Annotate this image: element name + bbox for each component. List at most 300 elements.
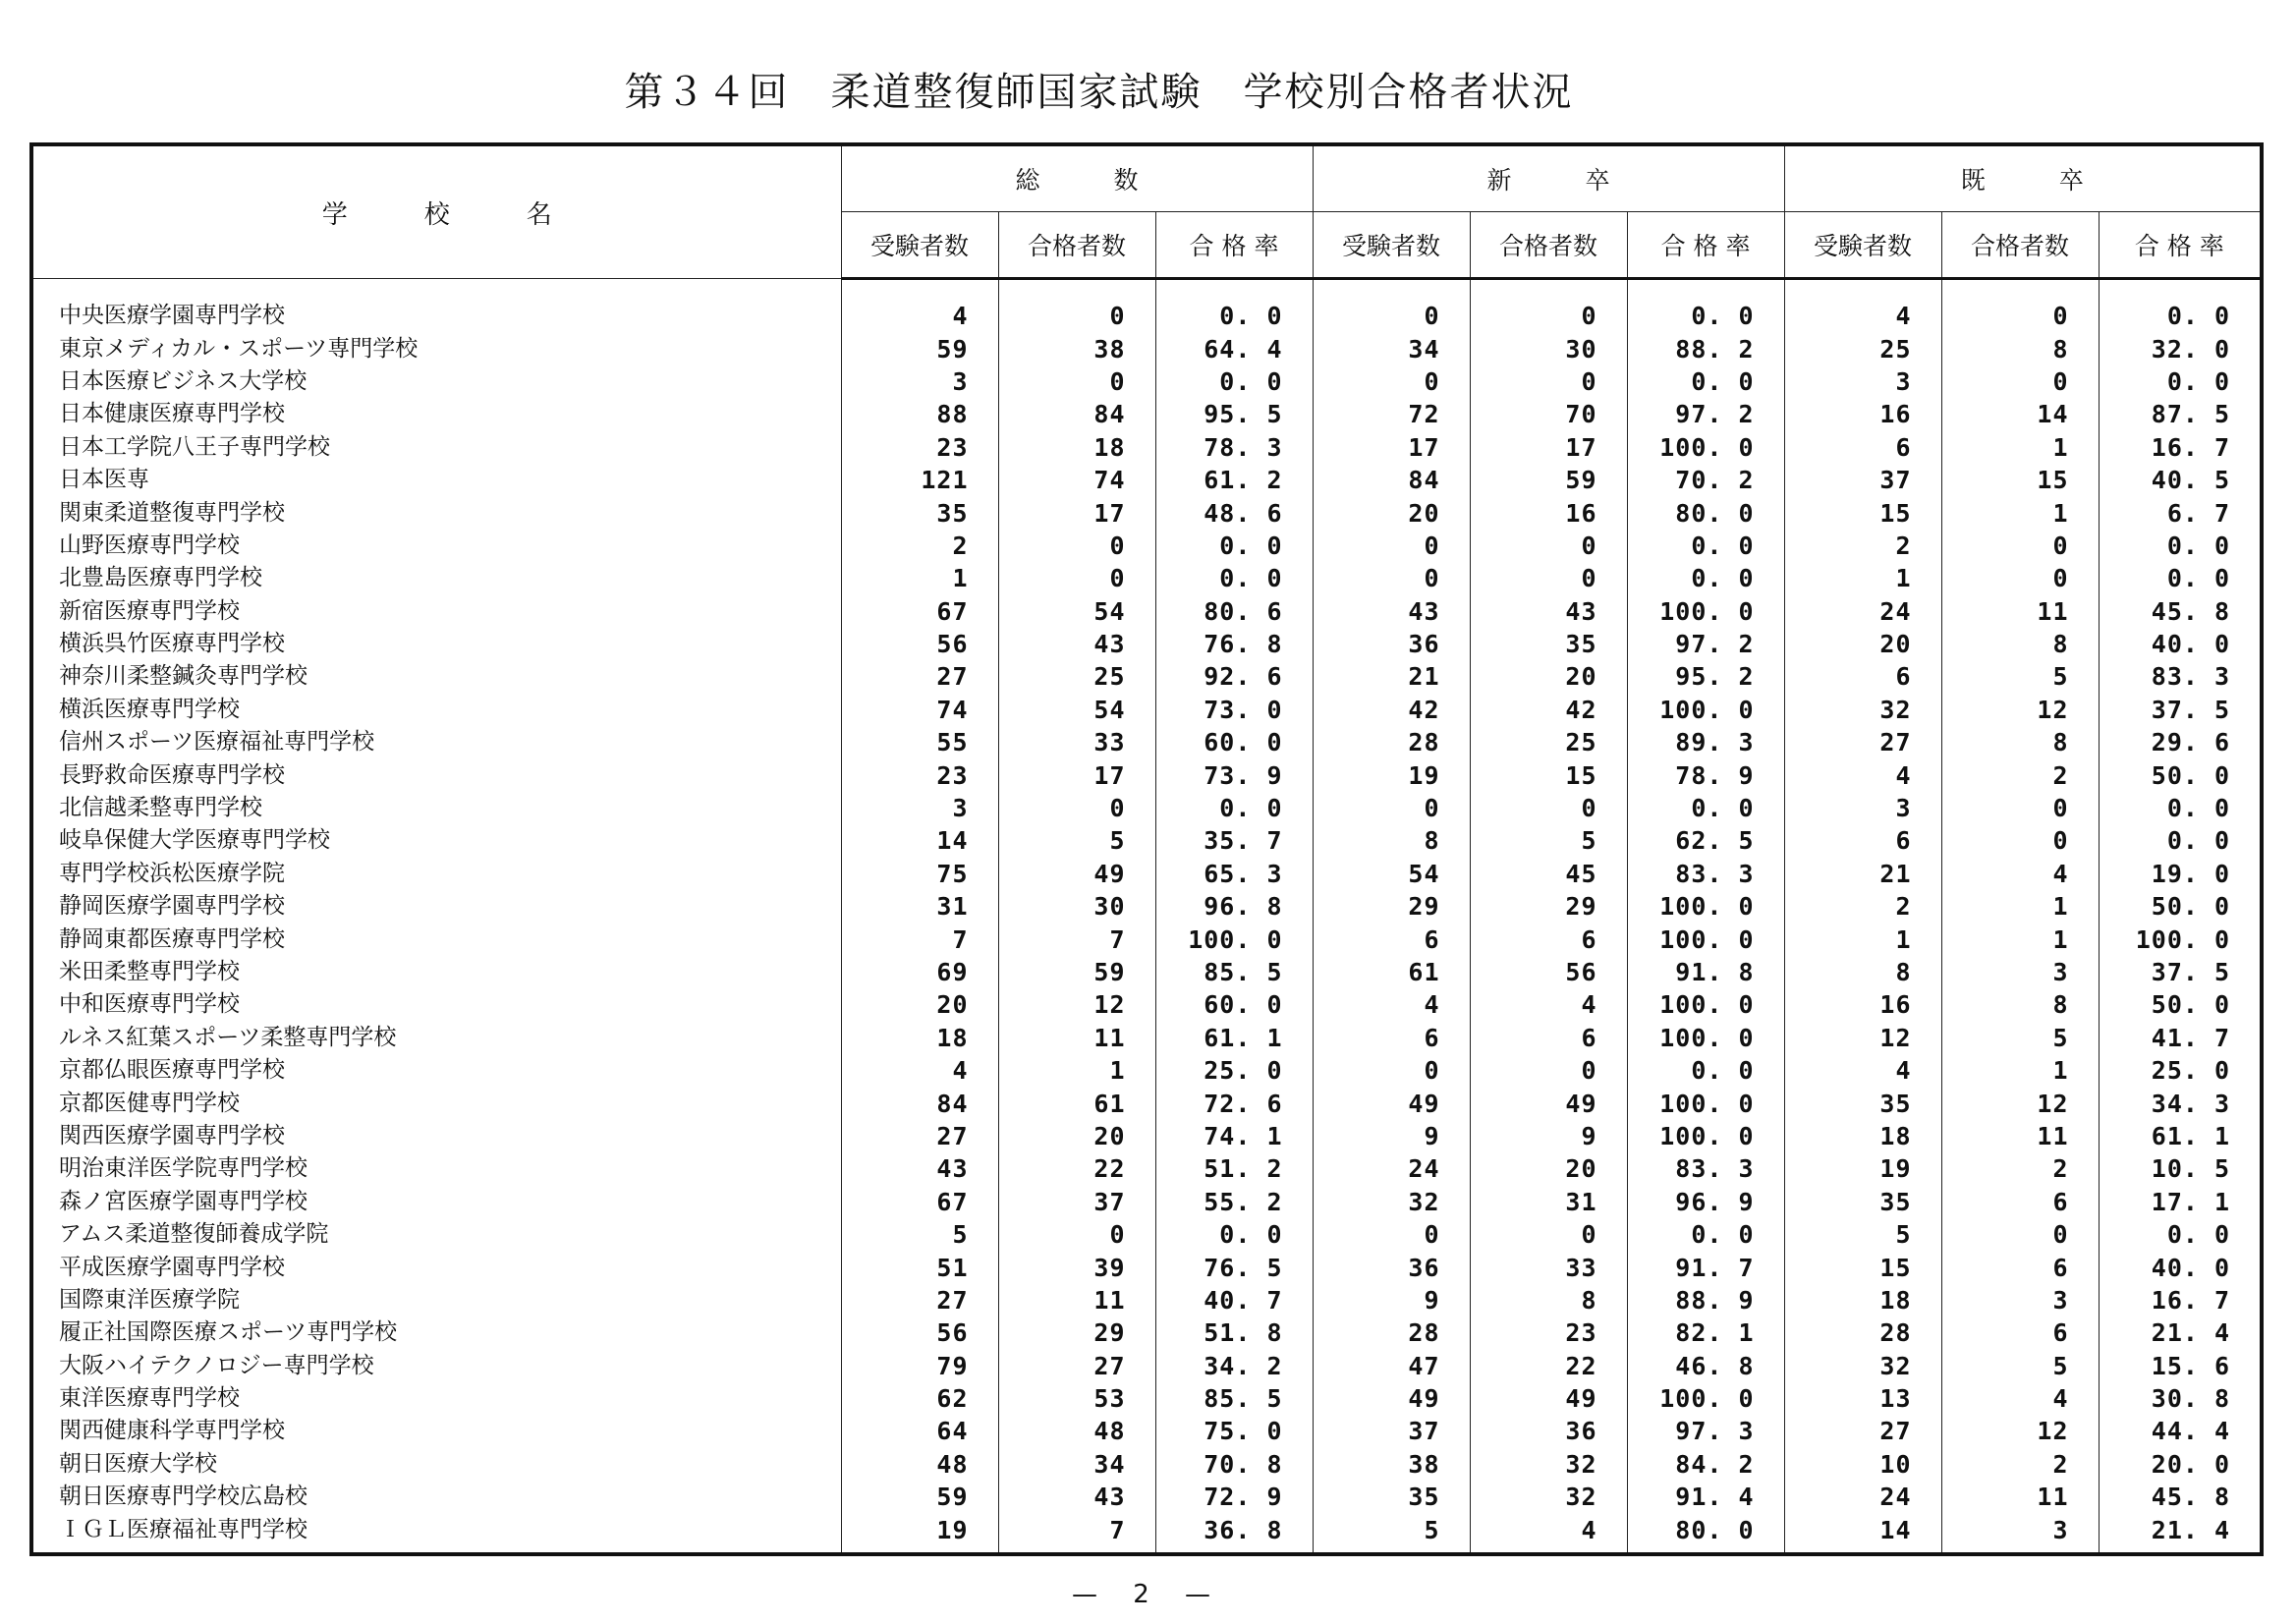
prev-pass-rate-cell: 0. 0	[2099, 530, 2262, 562]
new-pass-rate-cell: 80. 0	[1627, 496, 1784, 529]
prev-passers-cell: 2	[1941, 758, 2099, 791]
prev-examinees-cell: 3	[1784, 365, 1941, 398]
total-examinees-cell: 67	[841, 1186, 998, 1218]
total-examinees-cell: 35	[841, 496, 998, 529]
new-pass-rate-cell: 97. 2	[1627, 398, 1784, 430]
new-pass-rate-cell: 46. 8	[1627, 1350, 1784, 1382]
prev-examinees-cell: 21	[1784, 858, 1941, 890]
total-pass-rate-cell: 96. 8	[1155, 890, 1313, 923]
new-passers-cell: 70	[1470, 398, 1627, 430]
school-name-cell: 長野救命医療専門学校	[31, 758, 841, 791]
total-examinees-cell: 74	[841, 694, 998, 726]
new-pass-rate-cell: 89. 3	[1627, 726, 1784, 758]
total-passers-cell: 22	[998, 1152, 1155, 1185]
new-pass-rate-cell: 100. 0	[1627, 890, 1784, 923]
total-examinees-cell: 2	[841, 530, 998, 562]
total-pass-rate-cell: 65. 3	[1155, 858, 1313, 890]
new-passers-cell: 45	[1470, 858, 1627, 890]
prev-examinees-cell: 35	[1784, 1087, 1941, 1119]
total-examinees-cell: 67	[841, 595, 998, 628]
total-pass-rate-cell: 80. 6	[1155, 595, 1313, 628]
prev-passers-cell: 1	[1941, 923, 2099, 955]
total-examinees-cell: 1	[841, 562, 998, 594]
new-examinees-cell: 24	[1313, 1152, 1470, 1185]
prev-passers-cell: 3	[1941, 1513, 2099, 1553]
table-row	[31, 758, 2262, 791]
total-passers-cell: 74	[998, 464, 1155, 496]
prev-pass-rate-cell: 50. 0	[2099, 758, 2262, 791]
table-row	[31, 628, 2262, 660]
new-pass-rate-cell: 100. 0	[1627, 431, 1784, 464]
total-pass-rate-cell: 95. 5	[1155, 398, 1313, 430]
prev-examinees-cell: 16	[1784, 988, 1941, 1021]
school-name-cell: 東京メディカル・スポーツ専門学校	[31, 332, 841, 364]
total-pass-rate-cell: 64. 4	[1155, 332, 1313, 364]
total-passers-cell: 61	[998, 1087, 1155, 1119]
new-passers-cell: 0	[1470, 562, 1627, 594]
prev-examinees-cell: 8	[1784, 956, 1941, 988]
total-examinees-cell: 4	[841, 1054, 998, 1087]
new-examinees-cell: 36	[1313, 1251, 1470, 1283]
total-pass-rate-cell: 75. 0	[1155, 1415, 1313, 1447]
new-passers-cell: 17	[1470, 431, 1627, 464]
total-passers-cell: 25	[998, 660, 1155, 693]
total-examinees-cell: 62	[841, 1382, 998, 1415]
total-passers-cell: 37	[998, 1186, 1155, 1218]
total-examinees-cell: 59	[841, 332, 998, 364]
table-row	[31, 1022, 2262, 1054]
prev-examinees-cell: 1	[1784, 923, 1941, 955]
prev-pass-rate-cell: 0. 0	[2099, 792, 2262, 824]
new-passers-cell: 31	[1470, 1186, 1627, 1218]
total-pass-rate-cell: 74. 1	[1155, 1120, 1313, 1152]
new-passers-cell: 43	[1470, 595, 1627, 628]
col-header-passers: 合格者数	[1941, 212, 2099, 279]
new-examinees-cell: 21	[1313, 660, 1470, 693]
new-pass-rate-cell: 100. 0	[1627, 1022, 1784, 1054]
table-row	[31, 431, 2262, 464]
prev-pass-rate-cell: 0. 0	[2099, 300, 2262, 332]
table-row	[31, 858, 2262, 890]
prev-passers-cell: 5	[1941, 1350, 2099, 1382]
new-examinees-cell: 5	[1313, 1513, 1470, 1553]
prev-passers-cell: 6	[1941, 1316, 2099, 1349]
new-passers-cell: 15	[1470, 758, 1627, 791]
total-pass-rate-cell: 48. 6	[1155, 496, 1313, 529]
prev-passers-cell: 0	[1941, 300, 2099, 332]
school-name-cell: 国際東洋医療学院	[31, 1284, 841, 1316]
total-passers-cell: 7	[998, 923, 1155, 955]
total-pass-rate-cell: 0. 0	[1155, 300, 1313, 332]
new-pass-rate-cell: 91. 7	[1627, 1251, 1784, 1283]
total-passers-cell: 43	[998, 1481, 1155, 1513]
prev-examinees-cell: 18	[1784, 1284, 1941, 1316]
total-passers-cell: 0	[998, 792, 1155, 824]
total-pass-rate-cell: 70. 8	[1155, 1448, 1313, 1481]
prev-examinees-cell: 6	[1784, 431, 1941, 464]
school-name-cell: 静岡医療学園専門学校	[31, 890, 841, 923]
new-passers-cell: 0	[1470, 1054, 1627, 1087]
new-pass-rate-cell: 0. 0	[1627, 300, 1784, 332]
prev-passers-cell: 0	[1941, 562, 2099, 594]
total-pass-rate-cell: 0. 0	[1155, 792, 1313, 824]
school-name-cell: 北豊島医療専門学校	[31, 562, 841, 594]
prev-pass-rate-cell: 44. 4	[2099, 1415, 2262, 1447]
total-pass-rate-cell: 60. 0	[1155, 726, 1313, 758]
prev-pass-rate-cell: 40. 0	[2099, 1251, 2262, 1283]
prev-examinees-cell: 20	[1784, 628, 1941, 660]
school-name-cell: 日本健康医療専門学校	[31, 398, 841, 430]
table-row	[31, 1054, 2262, 1087]
new-pass-rate-cell: 100. 0	[1627, 595, 1784, 628]
new-pass-rate-cell: 80. 0	[1627, 1513, 1784, 1553]
school-name-cell: 京都医健専門学校	[31, 1087, 841, 1119]
total-passers-cell: 0	[998, 562, 1155, 594]
new-passers-cell: 30	[1470, 332, 1627, 364]
prev-pass-rate-cell: 20. 0	[2099, 1448, 2262, 1481]
table-row	[31, 694, 2262, 726]
total-pass-rate-cell: 51. 2	[1155, 1152, 1313, 1185]
prev-passers-cell: 12	[1941, 1415, 2099, 1447]
table-row	[31, 923, 2262, 955]
new-examinees-cell: 43	[1313, 595, 1470, 628]
prev-pass-rate-cell: 37. 5	[2099, 694, 2262, 726]
prev-pass-rate-cell: 21. 4	[2099, 1513, 2262, 1553]
new-pass-rate-cell: 88. 9	[1627, 1284, 1784, 1316]
table-row	[31, 1218, 2262, 1251]
total-passers-cell: 54	[998, 694, 1155, 726]
table-spacer-row	[31, 279, 2262, 301]
col-header-pass-rate: 合 格 率	[1155, 212, 1313, 279]
total-passers-cell: 1	[998, 1054, 1155, 1087]
total-examinees-cell: 23	[841, 758, 998, 791]
new-examinees-cell: 0	[1313, 792, 1470, 824]
total-passers-cell: 29	[998, 1316, 1155, 1349]
total-pass-rate-cell: 0. 0	[1155, 530, 1313, 562]
school-name-cell: 関東柔道整復専門学校	[31, 496, 841, 529]
school-name-cell: 信州スポーツ医療福祉専門学校	[31, 726, 841, 758]
new-pass-rate-cell: 0. 0	[1627, 365, 1784, 398]
prev-passers-cell: 11	[1941, 595, 2099, 628]
new-passers-cell: 0	[1470, 300, 1627, 332]
new-pass-rate-cell: 96. 9	[1627, 1186, 1784, 1218]
school-name-cell: 朝日医療大学校	[31, 1448, 841, 1481]
prev-examinees-cell: 28	[1784, 1316, 1941, 1349]
prev-examinees-cell: 15	[1784, 1251, 1941, 1283]
prev-passers-cell: 2	[1941, 1448, 2099, 1481]
prev-pass-rate-cell: 19. 0	[2099, 858, 2262, 890]
school-name-cell: 京都仏眼医療専門学校	[31, 1054, 841, 1087]
new-examinees-cell: 20	[1313, 496, 1470, 529]
total-examinees-cell: 27	[841, 660, 998, 693]
table-row	[31, 398, 2262, 430]
new-examinees-cell: 0	[1313, 300, 1470, 332]
total-passers-cell: 38	[998, 332, 1155, 364]
school-name-cell: 平成医療学園専門学校	[31, 1251, 841, 1283]
new-pass-rate-cell: 82. 1	[1627, 1316, 1784, 1349]
prev-examinees-cell: 24	[1784, 595, 1941, 628]
new-examinees-cell: 0	[1313, 365, 1470, 398]
total-passers-cell: 84	[998, 398, 1155, 430]
total-examinees-cell: 55	[841, 726, 998, 758]
school-name-cell: 米田柔整専門学校	[31, 956, 841, 988]
prev-pass-rate-cell: 15. 6	[2099, 1350, 2262, 1382]
prev-passers-cell: 4	[1941, 1382, 2099, 1415]
table-row	[31, 1350, 2262, 1382]
new-passers-cell: 6	[1470, 1022, 1627, 1054]
prev-examinees-cell: 4	[1784, 300, 1941, 332]
total-pass-rate-cell: 0. 0	[1155, 1218, 1313, 1251]
new-passers-cell: 0	[1470, 530, 1627, 562]
total-passers-cell: 0	[998, 530, 1155, 562]
total-passers-cell: 43	[998, 628, 1155, 660]
school-name-cell: 中央医療学園専門学校	[31, 300, 841, 332]
school-name-cell: 森ノ宮医療学園専門学校	[31, 1186, 841, 1218]
prev-examinees-cell: 4	[1784, 758, 1941, 791]
total-passers-cell: 11	[998, 1022, 1155, 1054]
new-passers-cell: 32	[1470, 1448, 1627, 1481]
total-examinees-cell: 56	[841, 628, 998, 660]
table-row	[31, 890, 2262, 923]
table-row	[31, 1284, 2262, 1316]
total-passers-cell: 18	[998, 431, 1155, 464]
school-name-cell: 専門学校浜松医療学院	[31, 858, 841, 890]
col-header-examinees: 受験者数	[841, 212, 998, 279]
prev-passers-cell: 5	[1941, 660, 2099, 693]
total-passers-cell: 17	[998, 496, 1155, 529]
total-pass-rate-cell: 72. 6	[1155, 1087, 1313, 1119]
group-header-previous-graduates: 既 卒	[1784, 144, 2262, 212]
new-passers-cell: 4	[1470, 1513, 1627, 1553]
prev-pass-rate-cell: 50. 0	[2099, 890, 2262, 923]
prev-examinees-cell: 1	[1784, 562, 1941, 594]
school-name-cell: 横浜医療専門学校	[31, 694, 841, 726]
total-pass-rate-cell: 85. 5	[1155, 956, 1313, 988]
prev-pass-rate-cell: 10. 5	[2099, 1152, 2262, 1185]
table-row	[31, 956, 2262, 988]
new-pass-rate-cell: 88. 2	[1627, 332, 1784, 364]
prev-examinees-cell: 27	[1784, 1415, 1941, 1447]
school-name-cell: ルネス紅葉スポーツ柔整専門学校	[31, 1022, 841, 1054]
new-passers-cell: 16	[1470, 496, 1627, 529]
prev-passers-cell: 0	[1941, 792, 2099, 824]
prev-passers-cell: 1	[1941, 431, 2099, 464]
prev-pass-rate-cell: 50. 0	[2099, 988, 2262, 1021]
total-examinees-cell: 121	[841, 464, 998, 496]
total-passers-cell: 30	[998, 890, 1155, 923]
new-examinees-cell: 49	[1313, 1382, 1470, 1415]
new-passers-cell: 23	[1470, 1316, 1627, 1349]
total-pass-rate-cell: 36. 8	[1155, 1513, 1313, 1553]
new-passers-cell: 35	[1470, 628, 1627, 660]
col-header-passers: 合格者数	[998, 212, 1155, 279]
school-name-cell: アムス柔道整復師養成学院	[31, 1218, 841, 1251]
new-examinees-cell: 47	[1313, 1350, 1470, 1382]
col-header-examinees: 受験者数	[1313, 212, 1470, 279]
new-examinees-cell: 0	[1313, 562, 1470, 594]
total-examinees-cell: 3	[841, 792, 998, 824]
total-examinees-cell: 59	[841, 1481, 998, 1513]
new-examinees-cell: 28	[1313, 726, 1470, 758]
prev-examinees-cell: 3	[1784, 792, 1941, 824]
total-passers-cell: 53	[998, 1382, 1155, 1415]
new-examinees-cell: 9	[1313, 1120, 1470, 1152]
prev-examinees-cell: 32	[1784, 694, 1941, 726]
new-pass-rate-cell: 84. 2	[1627, 1448, 1784, 1481]
school-name-cell: 東洋医療専門学校	[31, 1382, 841, 1415]
total-pass-rate-cell: 73. 9	[1155, 758, 1313, 791]
total-examinees-cell: 23	[841, 431, 998, 464]
new-passers-cell: 56	[1470, 956, 1627, 988]
school-name-cell: 履正社国際医療スポーツ専門学校	[31, 1316, 841, 1349]
total-pass-rate-cell: 34. 2	[1155, 1350, 1313, 1382]
total-pass-rate-cell: 55. 2	[1155, 1186, 1313, 1218]
new-passers-cell: 0	[1470, 792, 1627, 824]
new-examinees-cell: 35	[1313, 1481, 1470, 1513]
table-row	[31, 1415, 2262, 1447]
total-passers-cell: 54	[998, 595, 1155, 628]
total-pass-rate-cell: 78. 3	[1155, 431, 1313, 464]
prev-pass-rate-cell: 0. 0	[2099, 824, 2262, 857]
total-pass-rate-cell: 100. 0	[1155, 923, 1313, 955]
new-examinees-cell: 37	[1313, 1415, 1470, 1447]
new-passers-cell: 42	[1470, 694, 1627, 726]
new-passers-cell: 9	[1470, 1120, 1627, 1152]
table-row	[31, 1251, 2262, 1283]
total-examinees-cell: 20	[841, 988, 998, 1021]
table-body	[31, 279, 2262, 1554]
prev-passers-cell: 2	[1941, 1152, 2099, 1185]
prev-passers-cell: 0	[1941, 530, 2099, 562]
new-examinees-cell: 28	[1313, 1316, 1470, 1349]
col-header-pass-rate: 合 格 率	[1627, 212, 1784, 279]
school-name-header: 学 校 名	[31, 144, 841, 279]
prev-passers-cell: 1	[1941, 496, 2099, 529]
prev-pass-rate-cell: 29. 6	[2099, 726, 2262, 758]
new-passers-cell: 22	[1470, 1350, 1627, 1382]
total-pass-rate-cell: 0. 0	[1155, 562, 1313, 594]
new-examinees-cell: 0	[1313, 1054, 1470, 1087]
prev-passers-cell: 0	[1941, 365, 2099, 398]
total-passers-cell: 5	[998, 824, 1155, 857]
total-examinees-cell: 79	[841, 1350, 998, 1382]
prev-pass-rate-cell: 41. 7	[2099, 1022, 2262, 1054]
new-examinees-cell: 49	[1313, 1087, 1470, 1119]
prev-pass-rate-cell: 17. 1	[2099, 1186, 2262, 1218]
table-row	[31, 1120, 2262, 1152]
prev-examinees-cell: 24	[1784, 1481, 1941, 1513]
results-table	[29, 142, 2264, 1556]
new-pass-rate-cell: 100. 0	[1627, 1382, 1784, 1415]
school-name-cell: 関西医療学園専門学校	[31, 1120, 841, 1152]
new-passers-cell: 49	[1470, 1087, 1627, 1119]
new-passers-cell: 0	[1470, 1218, 1627, 1251]
new-pass-rate-cell: 100. 0	[1627, 1087, 1784, 1119]
prev-pass-rate-cell: 0. 0	[2099, 365, 2262, 398]
new-examinees-cell: 32	[1313, 1186, 1470, 1218]
total-examinees-cell: 88	[841, 398, 998, 430]
new-examinees-cell: 61	[1313, 956, 1470, 988]
new-passers-cell: 59	[1470, 464, 1627, 496]
total-examinees-cell: 75	[841, 858, 998, 890]
new-examinees-cell: 72	[1313, 398, 1470, 430]
total-examinees-cell: 64	[841, 1415, 998, 1447]
table-row	[31, 824, 2262, 857]
prev-examinees-cell: 35	[1784, 1186, 1941, 1218]
table-row	[31, 464, 2262, 496]
table-row	[31, 988, 2262, 1021]
new-passers-cell: 49	[1470, 1382, 1627, 1415]
total-passers-cell: 11	[998, 1284, 1155, 1316]
prev-pass-rate-cell: 45. 8	[2099, 1481, 2262, 1513]
prev-passers-cell: 12	[1941, 694, 2099, 726]
total-examinees-cell: 27	[841, 1120, 998, 1152]
new-examinees-cell: 84	[1313, 464, 1470, 496]
school-name-cell: 岐阜保健大学医療専門学校	[31, 824, 841, 857]
prev-examinees-cell: 10	[1784, 1448, 1941, 1481]
total-pass-rate-cell: 51. 8	[1155, 1316, 1313, 1349]
total-passers-cell: 27	[998, 1350, 1155, 1382]
new-examinees-cell: 19	[1313, 758, 1470, 791]
total-passers-cell: 49	[998, 858, 1155, 890]
prev-pass-rate-cell: 45. 8	[2099, 595, 2262, 628]
new-pass-rate-cell: 0. 0	[1627, 530, 1784, 562]
total-passers-cell: 17	[998, 758, 1155, 791]
table-row	[31, 595, 2262, 628]
total-passers-cell: 33	[998, 726, 1155, 758]
total-pass-rate-cell: 61. 2	[1155, 464, 1313, 496]
prev-examinees-cell: 5	[1784, 1218, 1941, 1251]
total-pass-rate-cell: 25. 0	[1155, 1054, 1313, 1087]
prev-pass-rate-cell: 40. 0	[2099, 628, 2262, 660]
prev-examinees-cell: 2	[1784, 530, 1941, 562]
prev-passers-cell: 11	[1941, 1120, 2099, 1152]
total-passers-cell: 59	[998, 956, 1155, 988]
total-passers-cell: 48	[998, 1415, 1155, 1447]
prev-pass-rate-cell: 34. 3	[2099, 1087, 2262, 1119]
new-pass-rate-cell: 95. 2	[1627, 660, 1784, 693]
new-passers-cell: 20	[1470, 1152, 1627, 1185]
prev-examinees-cell: 37	[1784, 464, 1941, 496]
total-examinees-cell: 19	[841, 1513, 998, 1553]
prev-examinees-cell: 19	[1784, 1152, 1941, 1185]
new-examinees-cell: 9	[1313, 1284, 1470, 1316]
prev-passers-cell: 3	[1941, 1284, 2099, 1316]
group-header-total: 総 数	[841, 144, 1313, 212]
prev-examinees-cell: 27	[1784, 726, 1941, 758]
prev-passers-cell: 12	[1941, 1087, 2099, 1119]
new-passers-cell: 20	[1470, 660, 1627, 693]
total-pass-rate-cell: 61. 1	[1155, 1022, 1313, 1054]
table-row	[31, 300, 2262, 332]
new-pass-rate-cell: 0. 0	[1627, 792, 1784, 824]
prev-pass-rate-cell: 30. 8	[2099, 1382, 2262, 1415]
new-pass-rate-cell: 100. 0	[1627, 1120, 1784, 1152]
school-name-cell: 静岡東都医療専門学校	[31, 923, 841, 955]
new-pass-rate-cell: 100. 0	[1627, 923, 1784, 955]
new-pass-rate-cell: 62. 5	[1627, 824, 1784, 857]
prev-examinees-cell: 2	[1784, 890, 1941, 923]
new-passers-cell: 6	[1470, 923, 1627, 955]
total-pass-rate-cell: 92. 6	[1155, 660, 1313, 693]
total-pass-rate-cell: 40. 7	[1155, 1284, 1313, 1316]
prev-examinees-cell: 13	[1784, 1382, 1941, 1415]
total-examinees-cell: 5	[841, 1218, 998, 1251]
total-examinees-cell: 51	[841, 1251, 998, 1283]
total-pass-rate-cell: 35. 7	[1155, 824, 1313, 857]
total-examinees-cell: 48	[841, 1448, 998, 1481]
prev-passers-cell: 8	[1941, 332, 2099, 364]
